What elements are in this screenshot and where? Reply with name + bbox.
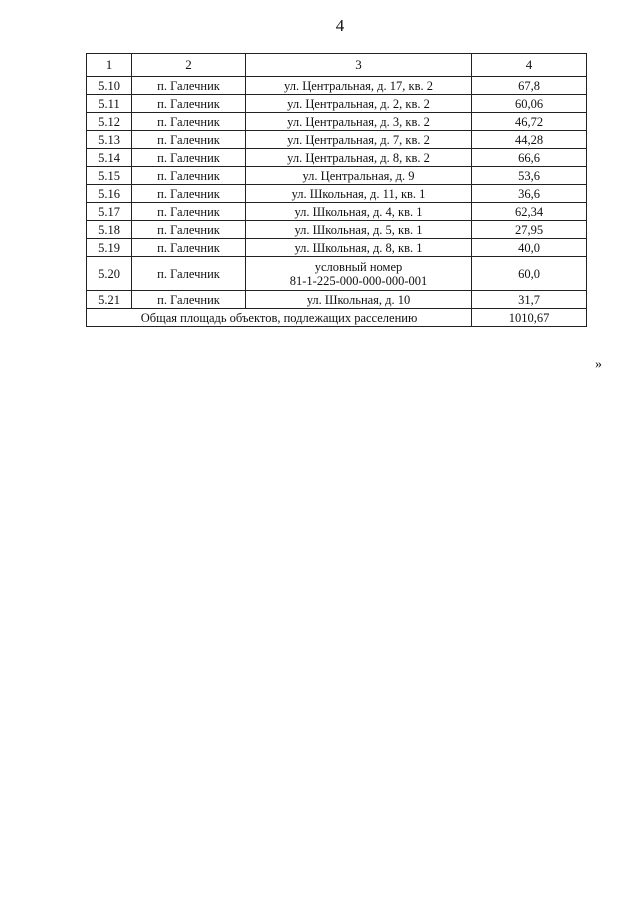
table-row: [87, 291, 587, 309]
row-address: ул. Школьная, д. 10: [246, 291, 472, 309]
row-settlement: п. Галечник: [132, 257, 246, 291]
row-settlement: п. Галечник: [132, 203, 246, 221]
row-number: 5.16: [87, 185, 132, 203]
row-settlement: п. Галечник: [132, 131, 246, 149]
table-header-row: [87, 54, 587, 77]
row-number: 5.11: [87, 95, 132, 113]
total-label: Общая площадь объектов, подлежащих расселению: [87, 309, 472, 327]
total-value: 1010,67: [472, 309, 587, 327]
row-address: ул. Центральная, д. 8, кв. 2: [246, 149, 472, 167]
table-row: [87, 167, 587, 185]
row-settlement: п. Галечник: [132, 113, 246, 131]
row-settlement: п. Галечник: [132, 77, 246, 95]
row-area: 62,34: [472, 203, 587, 221]
header-cell-4: 4: [472, 54, 587, 77]
closing-quote-mark: »: [595, 357, 602, 372]
row-address: ул. Школьная, д. 5, кв. 1: [246, 221, 472, 239]
row-area: 60,0: [472, 257, 587, 291]
row-number: 5.19: [87, 239, 132, 257]
row-address: ул. Центральная, д. 3, кв. 2: [246, 113, 472, 131]
row-settlement: п. Галечник: [132, 149, 246, 167]
table-row: [87, 185, 587, 203]
row-settlement: п. Галечник: [132, 95, 246, 113]
row-number: 5.20: [87, 257, 132, 291]
row-number: 5.21: [87, 291, 132, 309]
header-cell-2: 2: [132, 54, 246, 77]
table-row: [87, 77, 587, 95]
row-address: ул. Школьная, д. 8, кв. 1: [246, 239, 472, 257]
row-area: 66,6: [472, 149, 587, 167]
row-area: 31,7: [472, 291, 587, 309]
row-number: 5.15: [87, 167, 132, 185]
row-address: ул. Школьная, д. 4, кв. 1: [246, 203, 472, 221]
row-area: 27,95: [472, 221, 587, 239]
row-address: [246, 257, 472, 291]
table-total-row: [87, 309, 587, 327]
row-address: ул. Центральная, д. 2, кв. 2: [246, 95, 472, 113]
row-area: 44,28: [472, 131, 587, 149]
table-row: [87, 203, 587, 221]
row-settlement: п. Галечник: [132, 167, 246, 185]
row-number: 5.12: [87, 113, 132, 131]
housing-table: [86, 53, 587, 327]
row-area: 40,0: [472, 239, 587, 257]
row-area: 36,6: [472, 185, 587, 203]
table-row: [87, 257, 587, 291]
row-address: ул. Школьная, д. 11, кв. 1: [246, 185, 472, 203]
row-settlement: п. Галечник: [132, 185, 246, 203]
row-settlement: п. Галечник: [132, 239, 246, 257]
header-cell-1: 1: [87, 54, 132, 77]
row-area: 67,8: [472, 77, 587, 95]
row-address: ул. Центральная, д. 7, кв. 2: [246, 131, 472, 149]
table-row: [87, 131, 587, 149]
row-number: 5.14: [87, 149, 132, 167]
row-number: 5.13: [87, 131, 132, 149]
row-settlement: п. Галечник: [132, 291, 246, 309]
page-number: 4: [335, 16, 345, 35]
row-area: 60,06: [472, 95, 587, 113]
row-number: 5.10: [87, 77, 132, 95]
row-number: 5.17: [87, 203, 132, 221]
row-area: 46,72: [472, 113, 587, 131]
table-row: [87, 113, 587, 131]
table-row: [87, 95, 587, 113]
row-address: ул. Центральная, д. 9: [246, 167, 472, 185]
table-row: [87, 221, 587, 239]
table-row: [87, 239, 587, 257]
table-row: [87, 149, 587, 167]
row-address-line-1: условный номер: [314, 259, 403, 274]
header-cell-3: 3: [246, 54, 472, 77]
row-number: 5.18: [87, 221, 132, 239]
row-address-line-2: 81-1-225-000-000-000-001: [289, 273, 428, 288]
row-settlement: п. Галечник: [132, 221, 246, 239]
row-address: ул. Центральная, д. 17, кв. 2: [246, 77, 472, 95]
row-area: 53,6: [472, 167, 587, 185]
